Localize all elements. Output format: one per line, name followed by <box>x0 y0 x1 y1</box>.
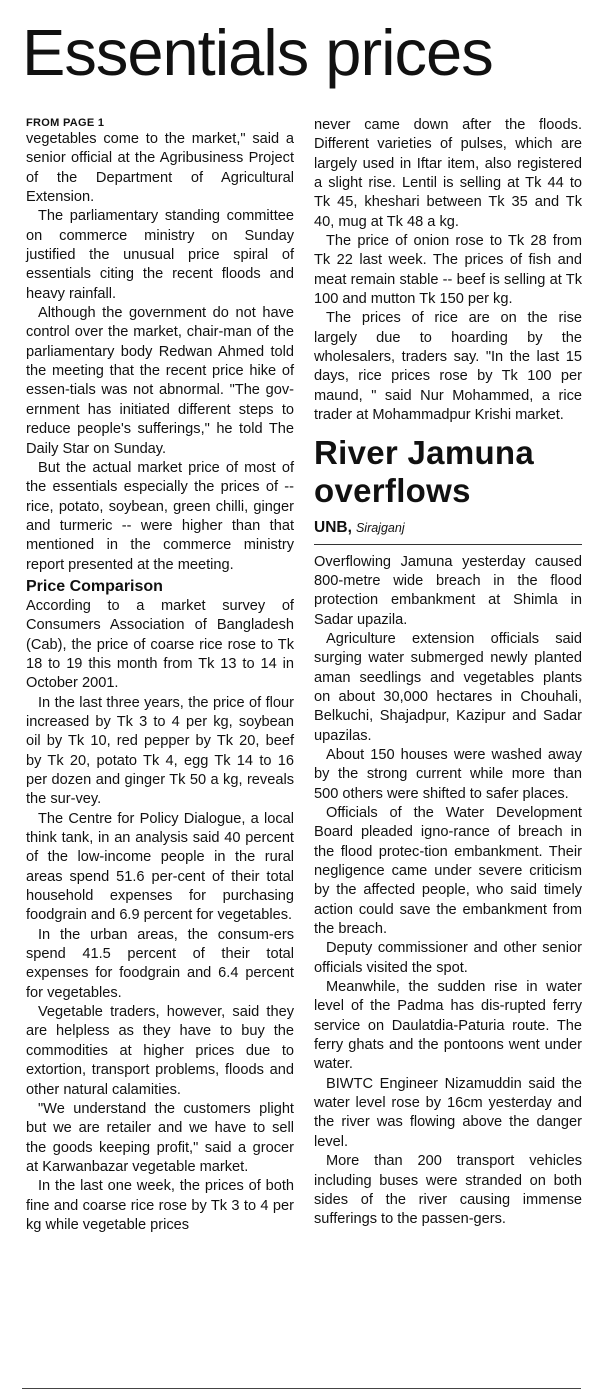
article-paragraph: Meanwhile, the sudden rise in water level of the Padma has dis-rupted ferry service on Daulatdia-Paturia route. The ferry ghats and the pontoons went under water. <box>314 979 582 1073</box>
section-subhead: Price Comparison <box>26 577 163 595</box>
article-paragraph: The prices of rice are on the rise largely due to hoarding by the wholesalers, traders say. "In the last 15 days, rice prices rose by Tk 100 per maund, " said Nur Mohammed, a rice trader at Mohammadpur Krishi market. <box>314 310 582 424</box>
article-paragraph: Officials of the Water Development Board pleaded igno-rance of breach in the flood protec-tion embankment. Their negligence came under severe criticism by the affected people, who said timely action could save the embankment from the breach. <box>314 804 582 938</box>
article-paragraph: But the actual market price of most of the essentials especially the prices of -- rice, potato, soybean, green chilli, ginger and turmeric -- were higher than that mentioned in the commerce ministry report presented at the meeting. <box>26 459 294 573</box>
article-paragraph: BIWTC Engineer Nizamuddin said the water level rose by 16cm yesterday and the river was flowing above the danger level. <box>314 1075 582 1150</box>
article-paragraph: The parliamentary standing committee on commerce ministry on Sunday justified the unusual price spiral of essentials citing the recent floods and heavy rainfall. <box>26 208 294 302</box>
article-paragraph: In the last three years, the price of flour increased by Tk 3 to 4 per kg, soybean oil by Tk 10, red pepper by Tk 20, beef by Tk 20, potato Tk 4, egg Tk 14 to 16 per dozen and ginger Tk 50 a kg, reveals the sur-vey. <box>26 694 294 808</box>
left-column <box>26 116 294 1235</box>
article-paragraph: Agriculture extension officials said surging water submerged newly planted aman seedlings and vegetables plants on about 30,000 hectares in Chouhali, Belkuchi, Shajadpur, Kazipur and Sadar upazilas. <box>314 630 582 744</box>
article-paragraph: According to a market survey of Consumers Association of Bangladesh (Cab), the price of coarse rice rose to Tk 18 to 19 this month from Tk 13 to 14 in October 2001. <box>26 597 294 692</box>
article-paragraph: Although the government do not have control over the market, chair-man of the parliamentary body Redwan Ahmed told the meeting that the recent price hike of essen-tials was not abnormal. "The gov-ernment has initiated different steps to reduce people's sufferings," he told The Daily Star on Sunday. <box>26 305 294 457</box>
article-paragraph: In the urban areas, the consum-ers spend 41.5 percent of their total expenses for foodgrain and 6.4 percent for vegetables. <box>26 926 294 1001</box>
page-bottom-divider <box>22 1388 581 1389</box>
article-paragraph: About 150 houses were washed away by the strong current while more than 500 others were shifted to safer places. <box>314 746 582 802</box>
article-paragraph: Overflowing Jamuna yesterday caused 800-metre wide breach in the flood protection embankment at Shimla in Sadar upazila. <box>314 553 582 628</box>
byline-divider <box>314 544 582 545</box>
byline <box>314 518 582 538</box>
article-paragraph: never came down after the floods. Different varieties of pulses, which are largely used in Iftar item, also registered a slight rise. Lentil is selling at Tk 44 to Tk 45, kheshari between Tk 35 and Tk 40, mug at Tk 48 a kg. <box>314 117 582 230</box>
article-paragraph: More than 200 transport vehicles including buses were stranded on both sides of the river causing immense sufferings to the passen-gers. <box>314 1153 582 1228</box>
article-paragraph: vegetables come to the market," said a senior official at the Agribusiness Project of the Department of Agricultural Extension. <box>26 131 294 206</box>
article-paragraph: Deputy commissioner and other senior officials visited the spot. <box>314 940 582 976</box>
article-paragraph: Vegetable traders, however, said they are helpless as they have to buy the commodities at higher prices due to extortion, transport problems, floods and other natural calamities. <box>26 1004 294 1098</box>
article-paragraph: The price of onion rose to Tk 28 from Tk 22 last week. The prices of fish and meat remain stable -- beef is selling at Tk 100 and mutton Tk 150 per kg. <box>314 233 582 308</box>
byline-place: Sirajganj <box>355 520 405 535</box>
page-headline: Essentials prices <box>22 16 493 89</box>
article-paragraph: The Centre for Policy Dialogue, a local think tank, in an analysis said 40 percent of the low-income people in the rural areas spend 51.6 per-cent of their total household expenses for purchasing foodgrain and 6.9 percent for vegetables. <box>26 810 294 924</box>
article-paragraph: "We understand the customers plight but we are retailer and we have to sell the goods keeping profit," said a grocer at Karwanbazar vegetable market. <box>26 1100 294 1175</box>
byline-agency: UNB, <box>314 518 352 536</box>
right-column <box>314 116 582 1230</box>
continued-kicker: FROM PAGE 1 <box>26 117 105 129</box>
second-story-headline: River Jamuna overflows <box>314 433 535 509</box>
article-paragraph: In the last one week, the prices of both fine and coarse rice rose by Tk 3 to 4 per kg while vegetable prices <box>26 1178 294 1233</box>
